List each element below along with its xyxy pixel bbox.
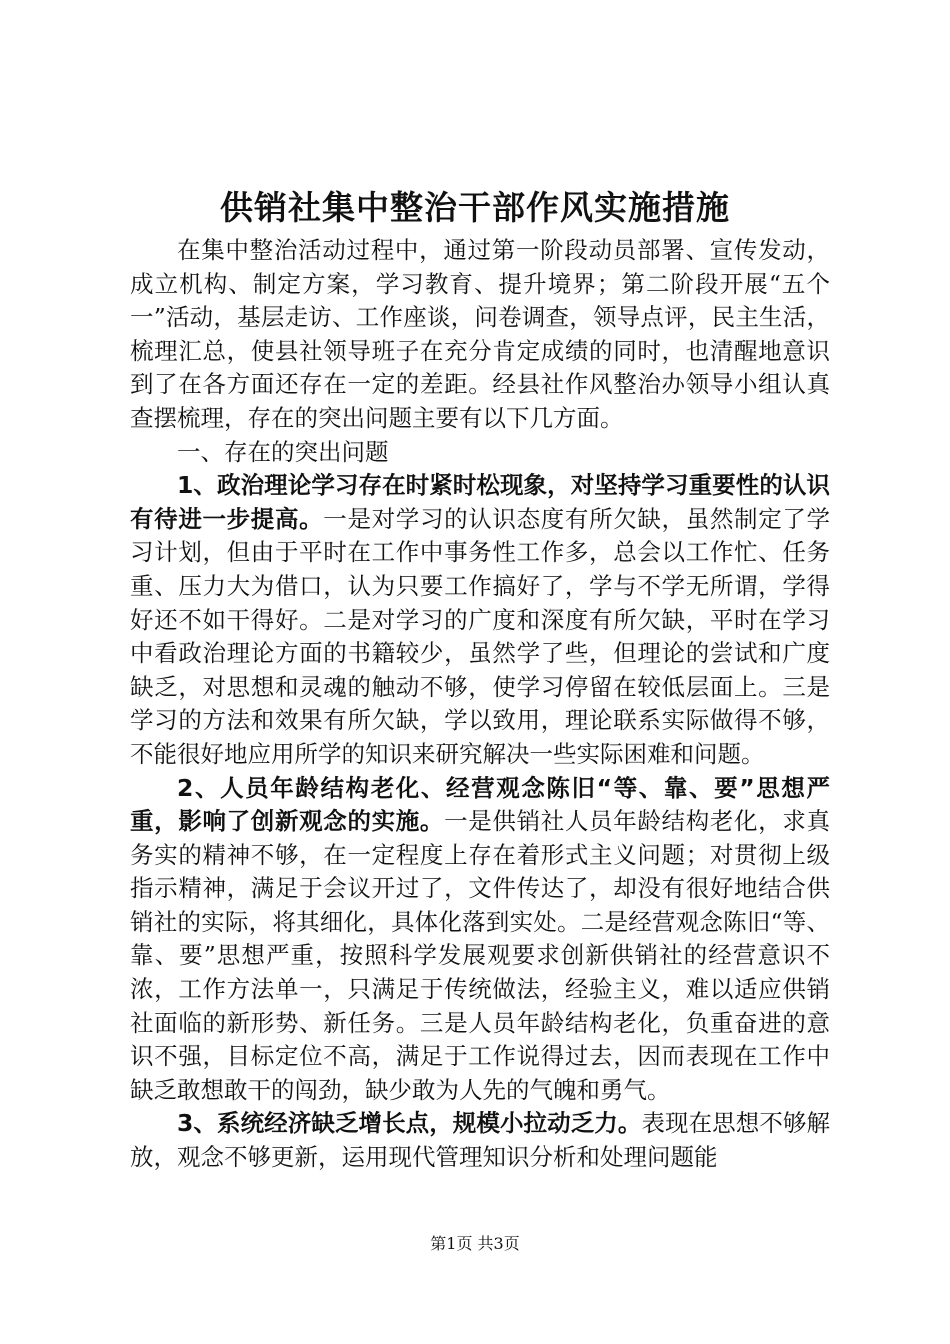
problem-item-1-body: 一是对学习的认识态度有所欠缺，虽然制定了学习计划，但由于平时在工作中事务性工作多，总会以工作忙、任务重、压力大为借口，认为只要工作搞好了，学与不学无所谓，学得好还不如干得好。二是对学习的广度和深度有所欠缺，平时在学习中看政治理论方面的书籍较少，虽然学了些，但理论的尝试和广度缺乏，对思想和灵魂的触动不够，使学习停留在较低层面上。三是学习的方法和效果有所欠缺，学以致用，理论联系实际做得不够，不能很好地应用所学的知识来研究解决一些实际困难和问题。 <box>130 504 831 768</box>
problem-item-2-lead: 2、人员年龄结构老化、经营观念陈旧“等、靠、要”思想严重，影响了创新观念的实施。 <box>130 773 830 836</box>
problem-item-3-lead: 3、系统经济缺乏增长点，规模小拉动乏力。 <box>177 1109 642 1138</box>
section-heading: 一、存在的突出问题 <box>177 437 389 466</box>
document-title: 供销社集中整治干部作风实施措施 <box>220 188 730 227</box>
intro-paragraph: 在集中整治活动过程中，通过第一阶段动员部署、宣传发动，成立机构、制定方案，学习教育、提升境界；第二阶段开展“五个一”活动，基层走访、工作座谈，问卷调查，领导点评，民主生活，梳理汇总，使县社领导班子在充分肯定成绩的同时，也清醒地意识到了在各方面还存在一定的差距。经县社作风整治办领导小组认真查摆梳理，存在的突出问题主要有以下几方面。 <box>130 236 830 432</box>
page-footer: 第1页 共3页 <box>430 1234 520 1253</box>
problem-item-1 <box>130 469 830 771</box>
problem-item-3-body: 表现在思想不够解放，观念不够更新，运用现代管理知识分析和处理问题能 <box>130 1109 830 1172</box>
problem-item-1-lead: 1、政治理论学习存在时紧时松现象，对坚持学习重要性的认识有待进一步提高。 <box>130 471 830 533</box>
problem-item-2-body: 一是供销社人员年龄结构老化，求真务实的精神不够，在一定程度上存在着形式主义问题；对贯彻上级指示精神，满足于会议开过了，文件传达了，却没有很好地结合供销社的实际，将其细化，具体化落到实处。二是经营观念陈旧“等、靠、要”思想严重，按照科学发展观要求创新供销社的经营意识不浓，工作方法单一，只满足于传统做法，经验主义，难以适应供销社面临的新形势、新任务。三是人员年龄结构老化，负重奋进的意识不强，目标定位不高，满足于工作说得过去，因而表现在工作中缺乏敢想敢干的闯劲，缺少敢为人先的气魄和勇气。 <box>130 807 831 1104</box>
problem-item-2 <box>130 772 830 1108</box>
document-body <box>130 234 830 1175</box>
problem-item-3 <box>130 1107 830 1174</box>
